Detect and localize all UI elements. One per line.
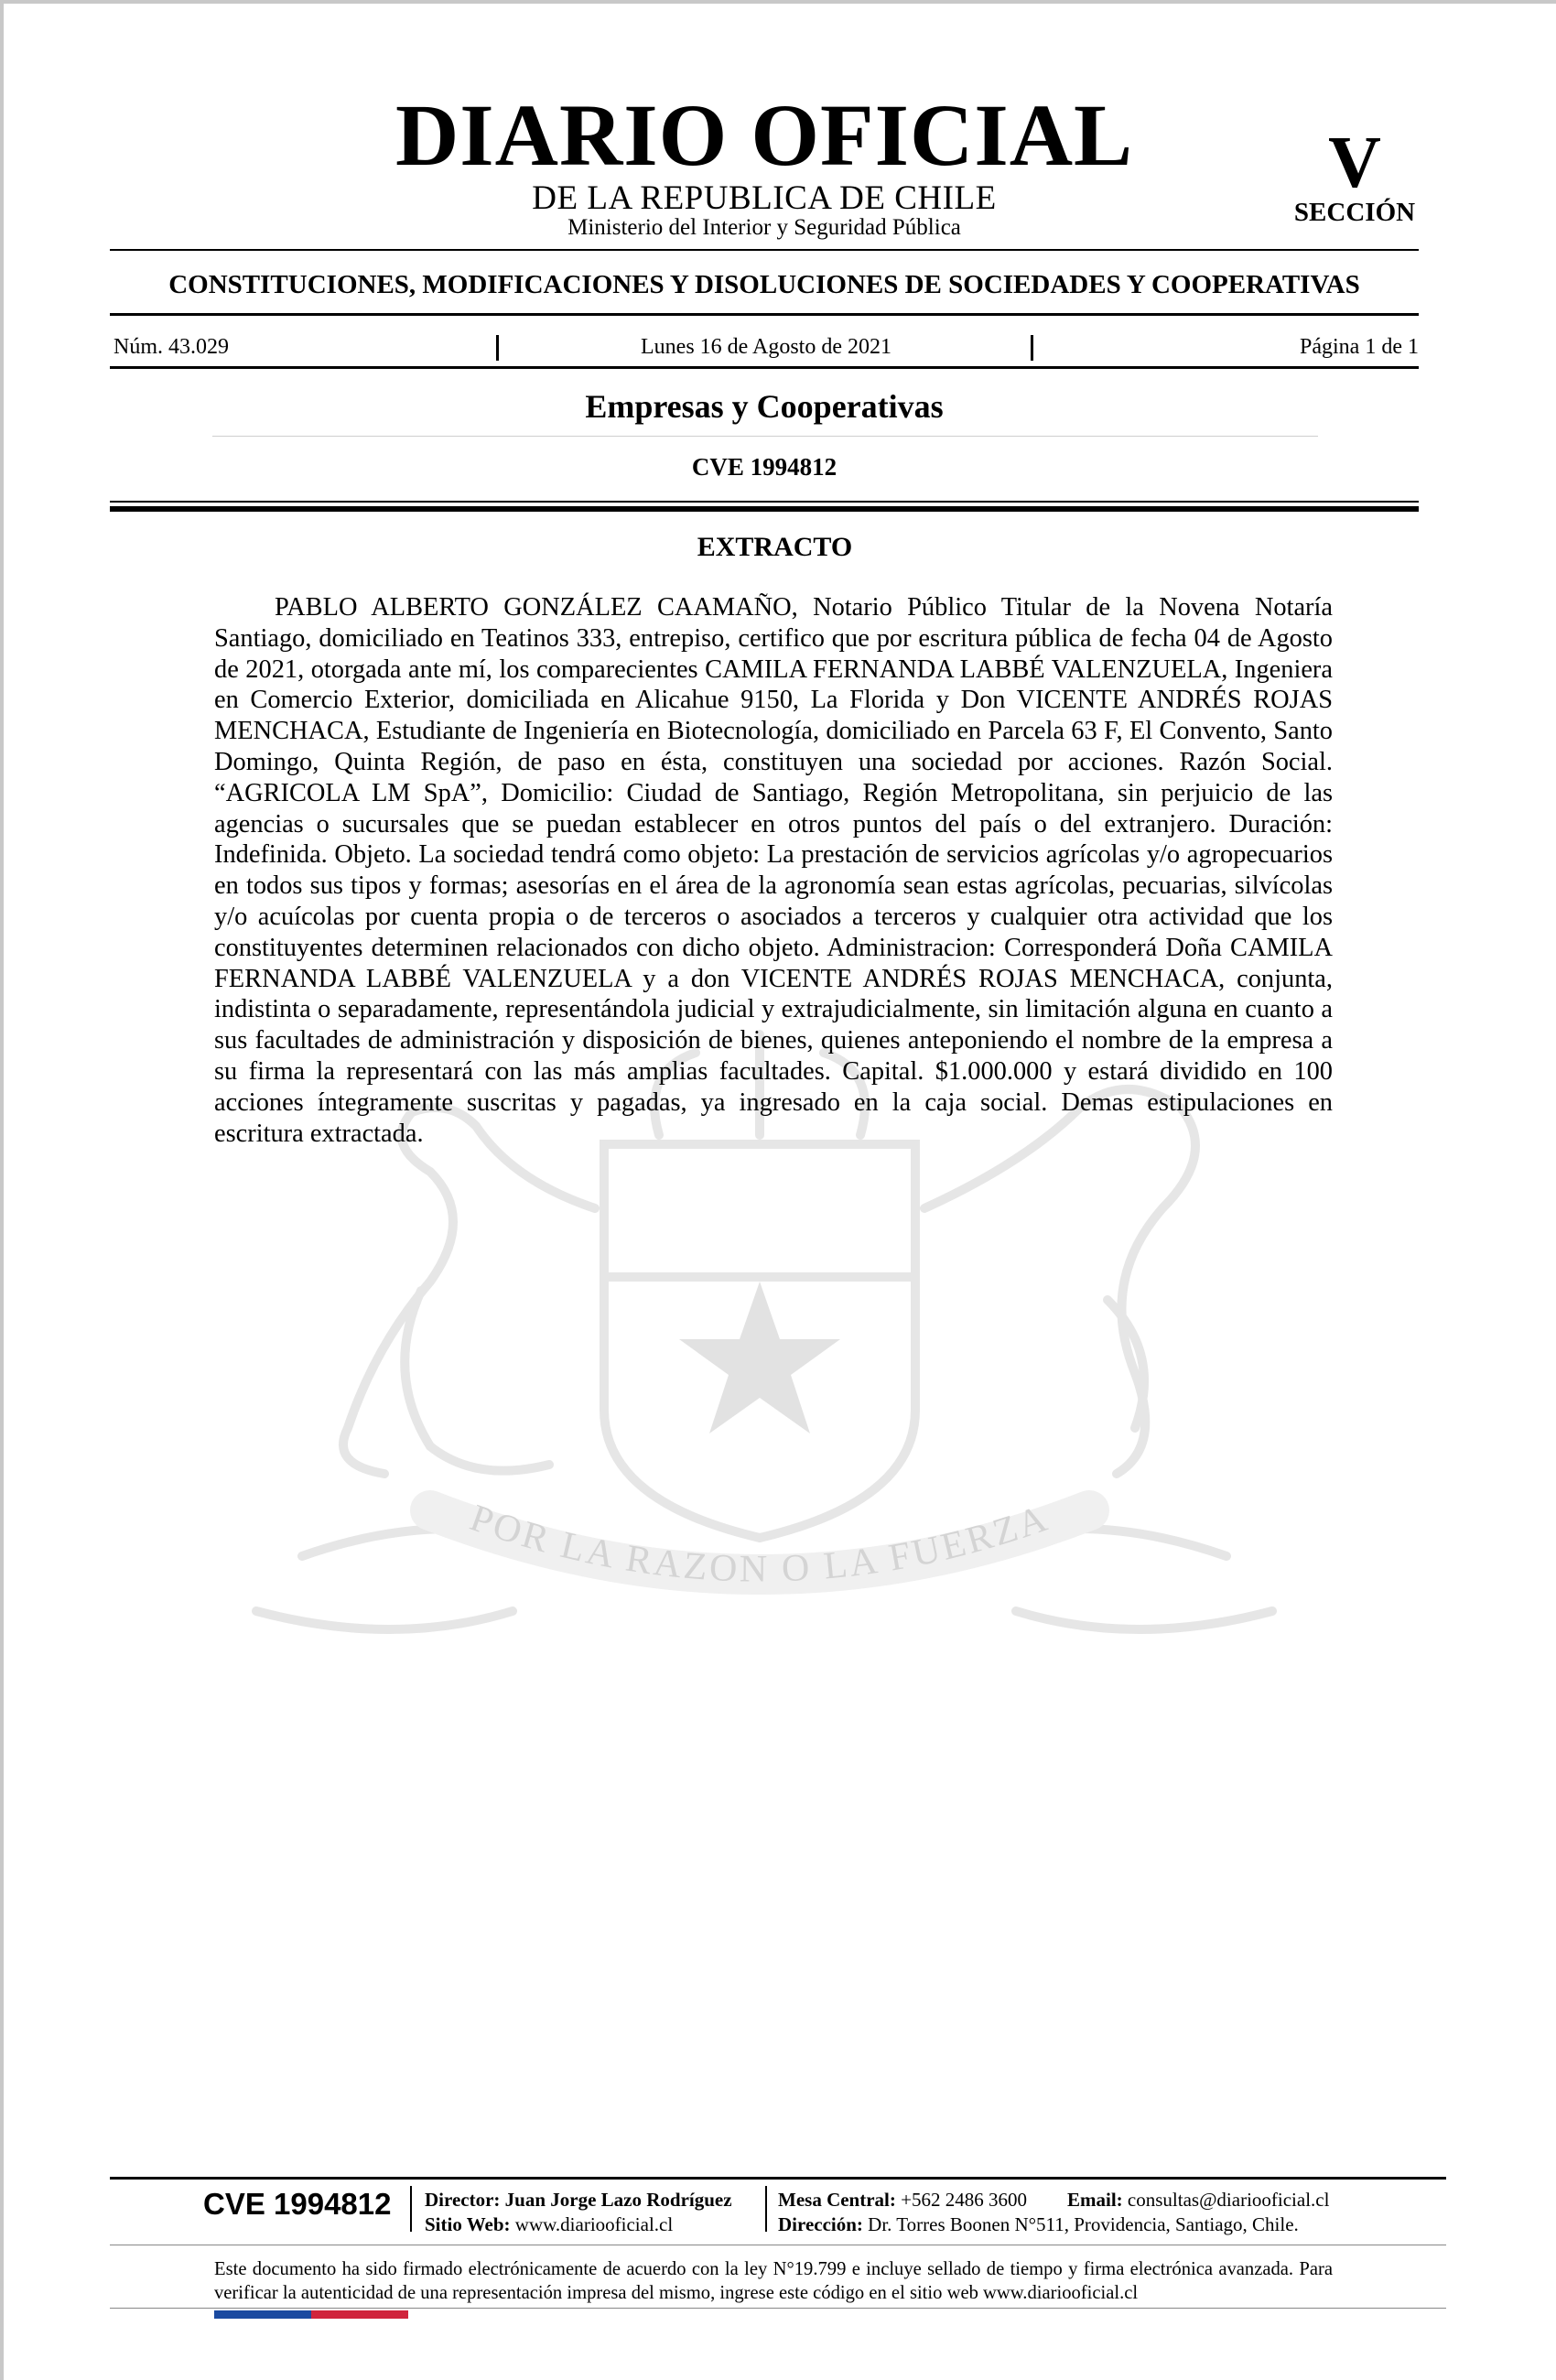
notice-heading: EXTRACTO [697,532,853,562]
footer-rule [110,2177,1446,2180]
category-rule [110,313,1419,316]
meta-rule [110,366,1419,369]
newspaper-subtitle: DE LA REPUBLICA DE CHILE [532,179,997,217]
footer-cve-code: CVE 1994812 [203,2187,392,2221]
issue-number: Núm. 43.029 [113,335,229,359]
footer-website: Sitio Web: www.diariooficial.cl [425,2213,674,2235]
notice-body [214,592,1333,1149]
section-label: SECCIÓN [1293,198,1416,227]
footer-email: Email: consultas@diariooficial.cl [1067,2189,1330,2211]
ministry-name: Ministerio del Interior y Seguridad Pública [567,215,961,240]
flag-stripe-red [311,2310,408,2319]
footer-bottom-rule [110,2308,1446,2309]
legal-notice: Este documento ha sido firmado electrónicamente de acuerdo con la ley N°19.799 e incluye sellado de tiempo y firma electrónica avanzada. Para verificar la autenticidad de una representación impresa del mismo, ingrese este código en el sitio web www.diariooficial.cl [214,2259,1333,2303]
notice-rule-thin [110,501,1419,503]
issue-date: Lunes 16 de Agosto de 2021 [641,335,891,359]
director-name: Juan Jorge Lazo Rodríguez [504,2189,732,2211]
meta-separator [1031,335,1033,361]
phone-number: +562 2486 3600 [901,2189,1027,2211]
footer-separator [765,2186,767,2232]
footer-address: Dirección: Dr. Torres Boonen N°511, Providencia, Santiago, Chile. [778,2213,1299,2235]
flag-stripe-blue [214,2310,311,2319]
notice-paragraph: PABLO ALBERTO GONZÁLEZ CAAMAÑO, Notario Público Titular de la Novena Notaría Santiago, domiciliado en Teatinos 333, entrepiso, certifico que por escritura pública de fecha 04 de Agosto de 2021, otorgada ante mí, los comparecientes CAMILA FERNANDA LABBÉ VALENZUELA, Ingeniera en Comercio Exterior, domiciliada en Alicahue 9150, La Florida y Don VICENTE ANDRÉS ROJAS MENCHACA, Estudiante de Ingeniería en Biotecnología, domiciliado en Parcela 63 F, El Convento, Santo Domingo, Quinta Región, de paso en ésta, constituyen una sociedad por acciones. Razón Social. “AGRICOLA LM SpA”, Domicilio: Ciudad de Santiago, Región Metropolitana, sin perjuicio de las agencias o sucursales que se puedan establecer en otros puntos del país o del extranjero. Duración: Indefinida. Objeto. La sociedad tendrá como objeto: La prestación de servicios agrícolas y/o agropecuarios en todos sus tipos y formas; asesorías en el área de la agronomía sean estas agrícolas, pecuarias, silvícolas y/o acuícolas por cuenta propia o de terceros o asociados a terceros y cualquier otra actividad que los constituyentes determinen relacionados con dicho objeto. Administracion: Corresponderá Doña CAMILA FERNANDA LABBÉ VALENZUELA y a don VICENTE ANDRÉS ROJAS MENCHACA, conjunta, indistinta o separadamente, representándola judicial y extrajudicialmente, sin limitación alguna en cuanto a sus facultades de administración y disposición de bienes, quienes anteponiendo el nombre de la empresa a su firma la representará con las más amplias facultades. Capital. $1.000.000 y estará dividido en 100 acciones íntegramente suscritas y pagadas, ya ingresado en la caja social. Demas estipulaciones en escritura extractada. [214,593,1333,1148]
cve-code: CVE 1994812 [691,453,837,481]
section-letter: V [1328,123,1381,203]
header-rule [110,249,1419,251]
page-indicator: Página 1 de 1 [1300,335,1419,359]
footer-director: Director: Juan Jorge Lazo Rodríguez [425,2189,732,2211]
section-title: Empresas y Cooperativas [585,388,944,425]
email-link[interactable]: consultas@diariooficial.cl [1127,2189,1330,2211]
newspaper-title: DIARIO OFICIAL [394,86,1134,184]
section-divider [212,436,1318,437]
address-text: Dr. Torres Boonen N°511, Providencia, Santiago, Chile. [868,2213,1299,2235]
footer-separator [410,2186,412,2232]
watermark-motto: POR LA RAZON O LA FUERZA [464,1497,1055,1591]
notice-rule-thick [110,506,1419,512]
issue-meta-row [113,333,1419,361]
footer-phone: Mesa Central: +562 2486 3600 [778,2189,1027,2211]
publication-category: CONSTITUCIONES, MODIFICACIONES Y DISOLUCIONES DE SOCIEDADES Y COOPERATIVAS [168,270,1360,299]
website-link[interactable]: www.diariooficial.cl [514,2213,674,2235]
